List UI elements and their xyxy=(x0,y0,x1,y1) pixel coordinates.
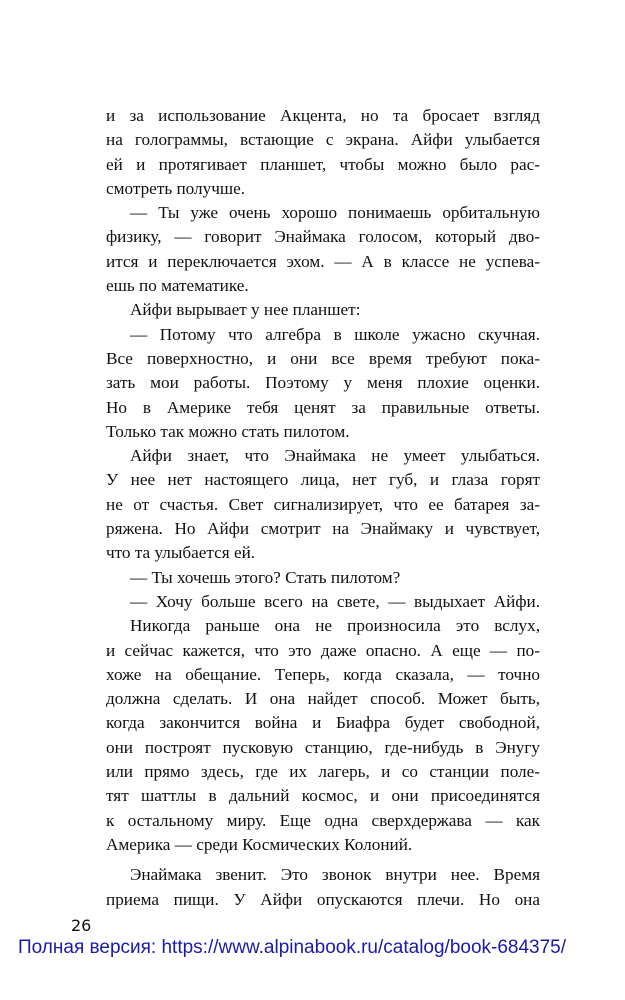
text-line: Айфи вырывает у нее планшет: xyxy=(130,300,361,320)
page-number: 26 xyxy=(71,916,92,935)
text-line: что та улыбается ей. xyxy=(106,543,256,563)
text-line: — Хочу больше всего на свете, — выдыхает Айфи. xyxy=(130,591,540,611)
text-line: хоже на обещание. Теперь, когда сказала, — точно xyxy=(106,664,540,684)
text-line: смотреть получше. xyxy=(106,178,246,198)
text-line: Но в Америке тебя ценят за правильные ответы. xyxy=(106,397,540,417)
text-line: Айфи знает, что Энаймака не умеет улыбаться. xyxy=(130,446,540,466)
text-line: — Потому что алгебра в школе ужасно скучная. xyxy=(130,324,540,344)
text-line: к остальному миру. Еще одна сверхдержава — как xyxy=(106,810,540,830)
text-line: когда закончится война и Биафра будет свободной, xyxy=(106,713,540,733)
text-line: Никогда раньше она не произносила это вслух, xyxy=(130,616,540,636)
text-line: зать мои работы. Поэтому у меня плохие оценки. xyxy=(106,373,540,393)
body-text xyxy=(106,104,540,912)
full-version-link[interactable]: Полная версия: https://www.alpinabook.ru/catalog/book-684375/ xyxy=(18,937,567,958)
text-line: и за использование Акцента, но та бросает взгляд xyxy=(106,106,540,125)
text-line: Энаймака звенит. Это звонок внутри нее. Время xyxy=(130,865,540,885)
text-line: приема пищи. У Айфи опускаются плечи. Но она xyxy=(106,889,540,909)
text-line: и сейчас кажется, что это даже опасно. А еще — по- xyxy=(106,640,540,660)
text-line: ешь по математике. xyxy=(106,276,249,296)
text-line: они построят пусковую станцию, где-нибудь в Энугу xyxy=(106,737,540,757)
text-line: на голограммы, встающие с экрана. Айфи улыбается xyxy=(106,130,540,150)
text-line: — Ты хочешь этого? Стать пилотом? xyxy=(130,567,401,587)
text-line: ряжена. Но Айфи смотрит на Энаймаку и чувствует, xyxy=(106,519,540,539)
text-line: физику, — говорит Энаймака голосом, который дво- xyxy=(106,227,540,247)
text-line: должна сделать. И она найдет способ. Может быть, xyxy=(106,689,540,709)
text-line: или прямо здесь, где их лагерь, и со станции поле- xyxy=(106,762,540,782)
text-line: не от счастья. Свет сигнализирует, что ее батарея за- xyxy=(106,494,540,514)
text-line: тят шаттлы в дальний космос, и они присоединятся xyxy=(106,786,540,806)
text-line: Только так можно стать пилотом. xyxy=(106,421,350,441)
text-line: У нее нет настоящего лица, нет губ, и глаза горят xyxy=(106,470,540,490)
text-line: ится и переключается эхом. — А в классе не успева- xyxy=(106,251,540,271)
text-line: ей и протягивает планшет, чтобы можно было рас- xyxy=(106,154,540,174)
text-line: — Ты уже очень хорошо понимаешь орбитальную xyxy=(130,203,540,223)
text-line: Америка — среди Космических Колоний. xyxy=(106,834,413,854)
text-line: Все поверхностно, и они все время требуют пока- xyxy=(106,348,540,368)
